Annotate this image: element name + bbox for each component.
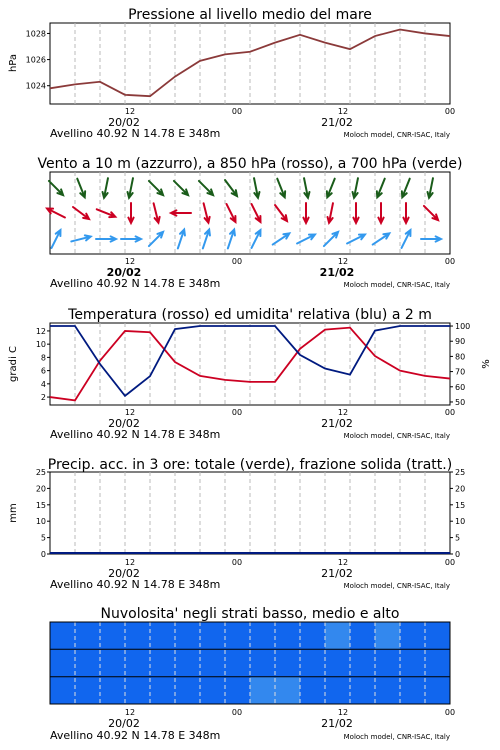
precip-ytick-label: 15 xyxy=(35,500,46,510)
temperature-panel xyxy=(8,307,492,441)
cloud-cell xyxy=(200,622,225,649)
pressure-ytick-label: 1026 xyxy=(25,55,46,65)
cloud-cell xyxy=(75,649,100,676)
temperature-xtick-00: 00 xyxy=(231,408,243,417)
wind-10-arrow xyxy=(402,230,411,248)
precip-model: Moloch model, CNR-ISAC, Italy xyxy=(343,582,450,590)
wind-700-arrow xyxy=(428,178,433,198)
wind-xtick-12b: 12 xyxy=(337,257,349,266)
cloud-cell xyxy=(100,622,125,649)
cloud-cell xyxy=(350,677,375,704)
wind-700-arrow xyxy=(254,178,259,198)
temperature-xtick-12: 12 xyxy=(124,408,136,417)
cloud-cell xyxy=(50,677,75,704)
cloud-xtick-00b: 00 xyxy=(444,708,456,717)
cloud-cell xyxy=(175,677,200,704)
cloud-cell xyxy=(175,622,200,649)
cloud-xtick-12: 12 xyxy=(124,708,136,717)
pressure-y-ticks xyxy=(26,29,50,90)
cloud-time-axis xyxy=(50,708,455,742)
wind-700-arrow xyxy=(174,181,188,195)
temperature-ytick-label: 8 xyxy=(40,353,46,363)
cloud-cell xyxy=(150,649,175,676)
cloud-cell xyxy=(100,677,125,704)
wind-850-arrow xyxy=(403,203,408,223)
precip-panel xyxy=(8,457,465,591)
wind-700-arrow xyxy=(199,181,213,195)
cloud-cell xyxy=(300,649,325,676)
humidity-ytick-label: 50 xyxy=(455,397,466,407)
cloud-cell xyxy=(75,677,100,704)
cloud-cell xyxy=(200,649,225,676)
pressure-time-axis xyxy=(50,107,455,140)
cloud-cell xyxy=(400,622,425,649)
pressure-date-2: 21/02 xyxy=(321,116,353,129)
humidity-ytick-label: 70 xyxy=(455,367,466,377)
precip-y-ticks-left xyxy=(36,468,46,559)
pressure-ytick-label: 1024 xyxy=(25,81,46,91)
cloud-cell xyxy=(325,622,350,649)
wind-10-arrow xyxy=(228,230,235,249)
wind-10-arrow xyxy=(96,236,116,241)
pressure-xtick-12b: 12 xyxy=(337,107,349,116)
cloud-cell xyxy=(300,677,325,704)
wind-10-arrow xyxy=(421,236,441,241)
wind-700-arrow xyxy=(225,180,237,196)
precip-ytick-label-right: 0 xyxy=(455,550,461,559)
pressure-date-1: 20/02 xyxy=(108,116,140,129)
pressure-ylabel: hPa xyxy=(8,53,19,73)
cloud-cell xyxy=(225,622,250,649)
cloud-title: Nuvolosita' negli strati basso, medio e alto xyxy=(100,606,400,622)
wind-10-arrow xyxy=(203,230,210,249)
wind-850-arrow xyxy=(328,203,333,223)
wind-700-arrow xyxy=(128,178,133,198)
wind-date-2: 21/02 xyxy=(319,266,355,279)
precip-frame xyxy=(50,472,450,554)
wind-850-arrow xyxy=(353,203,358,223)
pressure-xtick-12: 12 xyxy=(124,107,136,116)
precip-xtick-00: 00 xyxy=(231,558,243,567)
cloud-panel xyxy=(50,606,455,742)
precip-time-axis xyxy=(50,558,455,591)
cloud-location: Avellino 40.92 N 14.78 E 348m xyxy=(50,729,221,742)
wind-model: Moloch model, CNR-ISAC, Italy xyxy=(343,281,450,289)
precip-ytick-label-right: 10 xyxy=(455,517,466,527)
cloud-cell xyxy=(175,649,200,676)
cloud-cell xyxy=(150,677,175,704)
wind-700-arrow xyxy=(149,181,163,195)
cloud-cell xyxy=(350,649,375,676)
cloud-cell xyxy=(225,677,250,704)
wind-700-arrow xyxy=(49,181,63,195)
wind-xtick-12: 12 xyxy=(124,257,136,266)
temperature-model: Moloch model, CNR-ISAC, Italy xyxy=(343,432,450,440)
wind-grid xyxy=(75,172,425,254)
wind-700-arrow xyxy=(353,178,358,198)
cloud-cell xyxy=(250,677,275,704)
precip-xtick-00b: 00 xyxy=(444,558,456,567)
precip-location: Avellino 40.92 N 14.78 E 348m xyxy=(50,578,221,591)
pressure-frame xyxy=(50,23,450,104)
wind-xtick-00: 00 xyxy=(231,257,243,266)
cloud-cell xyxy=(400,649,425,676)
cloud-cell xyxy=(375,649,400,676)
humidity-ylabel: % xyxy=(481,359,492,369)
wind-850-arrow xyxy=(154,203,160,222)
temperature-ytick-label: 6 xyxy=(40,366,46,376)
cloud-cells xyxy=(50,622,450,704)
pressure-panel xyxy=(8,7,455,140)
cloud-cell xyxy=(125,677,150,704)
cloud-cell xyxy=(250,622,275,649)
wind-700-arrow xyxy=(327,179,335,198)
wind-700-arrow xyxy=(77,179,85,198)
temperature-ylabel: gradi C xyxy=(8,346,19,382)
pressure-model: Moloch model, CNR-ISAC, Italy xyxy=(343,131,450,139)
precip-date-2: 21/02 xyxy=(321,567,353,580)
wind-date-1: 20/02 xyxy=(106,266,142,279)
wind-850-arrow xyxy=(171,210,191,215)
temperature-date-1: 20/02 xyxy=(108,417,140,430)
wind-10-arrow xyxy=(121,236,141,241)
pressure-xtick-00: 00 xyxy=(231,107,243,116)
precip-date-1: 20/02 xyxy=(108,567,140,580)
temperature-ytick-label: 10 xyxy=(35,340,46,350)
precip-xtick-12b: 12 xyxy=(337,558,349,567)
wind-panel xyxy=(37,156,462,290)
wind-700-arrow xyxy=(103,178,108,198)
wind-10-arrow xyxy=(178,230,185,249)
cloud-cell xyxy=(75,622,100,649)
pressure-location: Avellino 40.92 N 14.78 E 348m xyxy=(50,127,221,140)
temperature-ytick-label: 4 xyxy=(40,379,46,389)
humidity-ytick-label: 100 xyxy=(455,322,471,332)
temperature-title: Temperatura (rosso) ed umidita' relativa (blu) a 2 m xyxy=(68,307,432,323)
wind-700-arrow xyxy=(377,179,385,198)
wind-time-axis xyxy=(50,257,455,290)
wind-850-arrow xyxy=(252,204,261,222)
temperature-xtick-00b: 00 xyxy=(444,408,456,417)
cloud-cell xyxy=(50,622,75,649)
temperature-date-2: 21/02 xyxy=(321,417,353,430)
precip-ytick-label: 5 xyxy=(40,533,46,543)
pressure-ytick-label: 1028 xyxy=(25,29,46,39)
cloud-cell xyxy=(275,677,300,704)
humidity-ytick-label: 60 xyxy=(455,382,466,392)
wind-10-arrow xyxy=(52,230,61,248)
wind-850-arrow xyxy=(204,203,210,222)
wind-10-arrow xyxy=(252,230,261,248)
precip-xtick-12: 12 xyxy=(124,558,136,567)
wind-xtick-00b: 00 xyxy=(444,257,456,266)
temperature-grid xyxy=(47,323,453,405)
pressure-title: Pressione al livello medio del mare xyxy=(128,7,372,23)
cloud-cell xyxy=(275,649,300,676)
wind-10-arrow xyxy=(71,235,90,241)
cloud-cell xyxy=(375,622,400,649)
precip-ytick-label: 20 xyxy=(35,484,46,494)
temperature-xtick-12b: 12 xyxy=(337,408,349,417)
wind-10-arrow xyxy=(324,232,338,246)
humidity-ytick-label: 90 xyxy=(455,337,466,347)
cloud-cell xyxy=(125,649,150,676)
cloud-cell xyxy=(125,622,150,649)
cloud-xtick-12b: 12 xyxy=(337,708,349,717)
cloud-cell xyxy=(350,622,375,649)
wind-location: Avellino 40.92 N 14.78 E 348m xyxy=(50,277,221,290)
precip-ytick-label-right: 20 xyxy=(455,484,466,494)
cloud-cell xyxy=(375,677,400,704)
wind-arrows xyxy=(47,178,441,248)
cloud-date-1: 20/02 xyxy=(108,717,140,730)
pressure-grid xyxy=(75,23,425,104)
precip-ylabel: mm xyxy=(8,503,19,523)
precip-ytick-label-right: 5 xyxy=(455,533,461,543)
temperature-ytick-label: 2 xyxy=(40,393,46,403)
cloud-cell xyxy=(300,622,325,649)
cloud-model: Moloch model, CNR-ISAC, Italy xyxy=(343,733,450,741)
cloud-xtick-00: 00 xyxy=(231,708,243,717)
cloud-cell xyxy=(250,649,275,676)
pressure-xtick-00b: 00 xyxy=(444,107,456,116)
cloud-cell xyxy=(225,649,250,676)
temperature-y-ticks xyxy=(36,327,46,402)
wind-title: Vento a 10 m (azzurro), a 850 hPa (rosso), a 700 hPa (verde) xyxy=(37,156,463,172)
precip-grid xyxy=(47,472,453,554)
wind-850-arrow xyxy=(378,203,383,223)
cloud-cell xyxy=(325,649,350,676)
cloud-cell xyxy=(50,649,75,676)
precip-title: Precip. acc. in 3 ore: totale (verde), frazione solida (tratt.) xyxy=(47,457,453,473)
cloud-cell xyxy=(150,622,175,649)
wind-700-arrow xyxy=(277,179,285,198)
wind-700-arrow xyxy=(304,178,309,198)
cloud-cell xyxy=(425,622,450,649)
precip-ytick-label: 10 xyxy=(35,517,46,527)
cloud-cell xyxy=(200,677,225,704)
temperature-ytick-label: 12 xyxy=(35,326,46,336)
temperature-time-axis xyxy=(50,408,455,441)
wind-850-arrow xyxy=(275,205,287,221)
cloud-cell xyxy=(425,677,450,704)
humidity-y-ticks xyxy=(455,322,470,407)
wind-850-arrow xyxy=(303,203,308,223)
wind-850-arrow xyxy=(128,203,133,223)
cloud-cell xyxy=(325,677,350,704)
precip-ytick-label: 25 xyxy=(35,468,46,477)
wind-700-arrow xyxy=(402,179,410,198)
temperature-location: Avellino 40.92 N 14.78 E 348m xyxy=(50,428,221,441)
wind-850-arrow xyxy=(424,206,438,220)
cloud-cell xyxy=(275,622,300,649)
precip-ytick-label-right: 25 xyxy=(455,468,466,477)
cloud-cell xyxy=(100,649,125,676)
precip-ytick-label-right: 15 xyxy=(455,500,466,510)
precip-ytick-label: 0 xyxy=(40,550,46,559)
humidity-ytick-label: 80 xyxy=(455,352,466,362)
cloud-date-2: 21/02 xyxy=(321,717,353,730)
precip-y-ticks-right xyxy=(455,468,465,559)
cloud-cell xyxy=(425,649,450,676)
wind-10-arrow xyxy=(149,232,163,246)
cloud-cell xyxy=(400,677,425,704)
wind-850-arrow xyxy=(227,204,236,222)
